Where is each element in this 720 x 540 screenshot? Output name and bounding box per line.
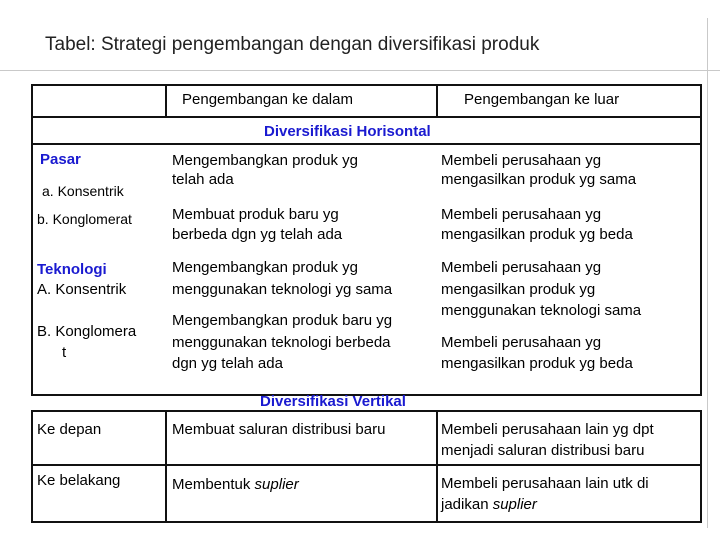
technology-concentric-outward-line1: Membeli perusahaan yg: [441, 259, 602, 276]
technology-concentric-label: A. Konsentrik: [37, 281, 127, 298]
table-bottom-edge: [31, 521, 702, 523]
market-concentric-inward-line2: telah ada: [172, 171, 234, 188]
market-concentric-outward-line1: Membeli perusahaan yg: [441, 152, 602, 169]
section-horizontal-divider: [31, 143, 702, 145]
table-right-edge-vertical: [700, 410, 702, 523]
page-title: Tabel: Strategi pengembangan dengan diversifikasi produk: [45, 34, 540, 55]
row-divider-vertical: [31, 464, 702, 466]
backward-label: Ke belakang: [37, 472, 121, 489]
section-vertical-divider: [31, 410, 702, 412]
backward-outward-line1: Membeli perusahaan lain utk di: [441, 475, 649, 492]
technology-concentric-inward-line2: menggunakan teknologi yg sama: [172, 281, 393, 298]
column-divider-header-left: [165, 84, 167, 116]
forward-inward: Membuat saluran distribusi baru: [172, 421, 386, 438]
technology-concentric-inward-line1: Mengembangkan produk yg: [172, 259, 358, 276]
technology-conglomerate-label-line2: t: [62, 344, 67, 361]
section-horizontal-label: Diversifikasi Horisontal: [264, 123, 431, 140]
column-divider-header-right: [436, 84, 438, 116]
market-label: Pasar: [40, 151, 81, 168]
technology-conglomerate-outward-line1: Membeli perusahaan yg: [441, 334, 602, 351]
forward-outward-line1: Membeli perusahaan lain yg dpt: [441, 421, 654, 438]
technology-label: Teknologi: [37, 261, 107, 278]
section-vertical-label: Diversifikasi Vertikal: [260, 393, 406, 410]
backward-outward-text: jadikan: [441, 496, 493, 513]
header-outward: Pengembangan ke luar: [464, 91, 620, 108]
backward-inward: [172, 476, 299, 494]
table-left-edge-vertical: [31, 410, 33, 523]
market-conglomerate-inward-line1: Membuat produk baru yg: [172, 206, 339, 223]
side-rule: [707, 18, 708, 528]
title-divider: [0, 70, 720, 71]
technology-conglomerate-inward-line2: menggunakan teknologi berbeda: [172, 334, 391, 351]
market-conglomerate-label: b. Konglomerat: [37, 211, 132, 227]
technology-conglomerate-outward-line2: mengasilkan produk yg beda: [441, 355, 633, 372]
header-divider: [31, 116, 702, 118]
technology-conglomerate-label-line1: B. Konglomera: [37, 323, 137, 340]
header-inward: Pengembangan ke dalam: [182, 91, 353, 108]
column-divider-vertical-right: [436, 410, 438, 523]
backward-inward-text: Membentuk: [172, 476, 255, 493]
technology-conglomerate-inward-line1: Mengembangkan produk baru yg: [172, 312, 393, 329]
technology-conglomerate-inward-line3: dgn yg telah ada: [172, 355, 283, 372]
market-concentric-inward-line1: Mengembangkan produk yg: [172, 152, 358, 169]
column-divider-vertical-left: [165, 410, 167, 523]
market-concentric-label: a. Konsentrik: [42, 183, 124, 199]
market-conglomerate-outward-line1: Membeli perusahaan yg: [441, 206, 602, 223]
technology-concentric-outward-line2: mengasilkan produk yg: [441, 281, 596, 298]
forward-outward-line2: menjadi saluran distribusi baru: [441, 442, 645, 459]
backward-inward-italic: suplier: [254, 476, 299, 493]
market-conglomerate-inward-line2: berbeda dgn yg telah ada: [172, 226, 343, 243]
market-concentric-outward-line2: mengasilkan produk yg sama: [441, 171, 637, 188]
technology-concentric-outward-line3: menggunakan teknologi sama: [441, 302, 642, 319]
backward-outward-italic: suplier: [492, 496, 537, 513]
market-conglomerate-outward-line2: mengasilkan produk yg beda: [441, 226, 633, 243]
forward-label: Ke depan: [37, 421, 102, 438]
backward-outward-line2: [441, 496, 537, 514]
